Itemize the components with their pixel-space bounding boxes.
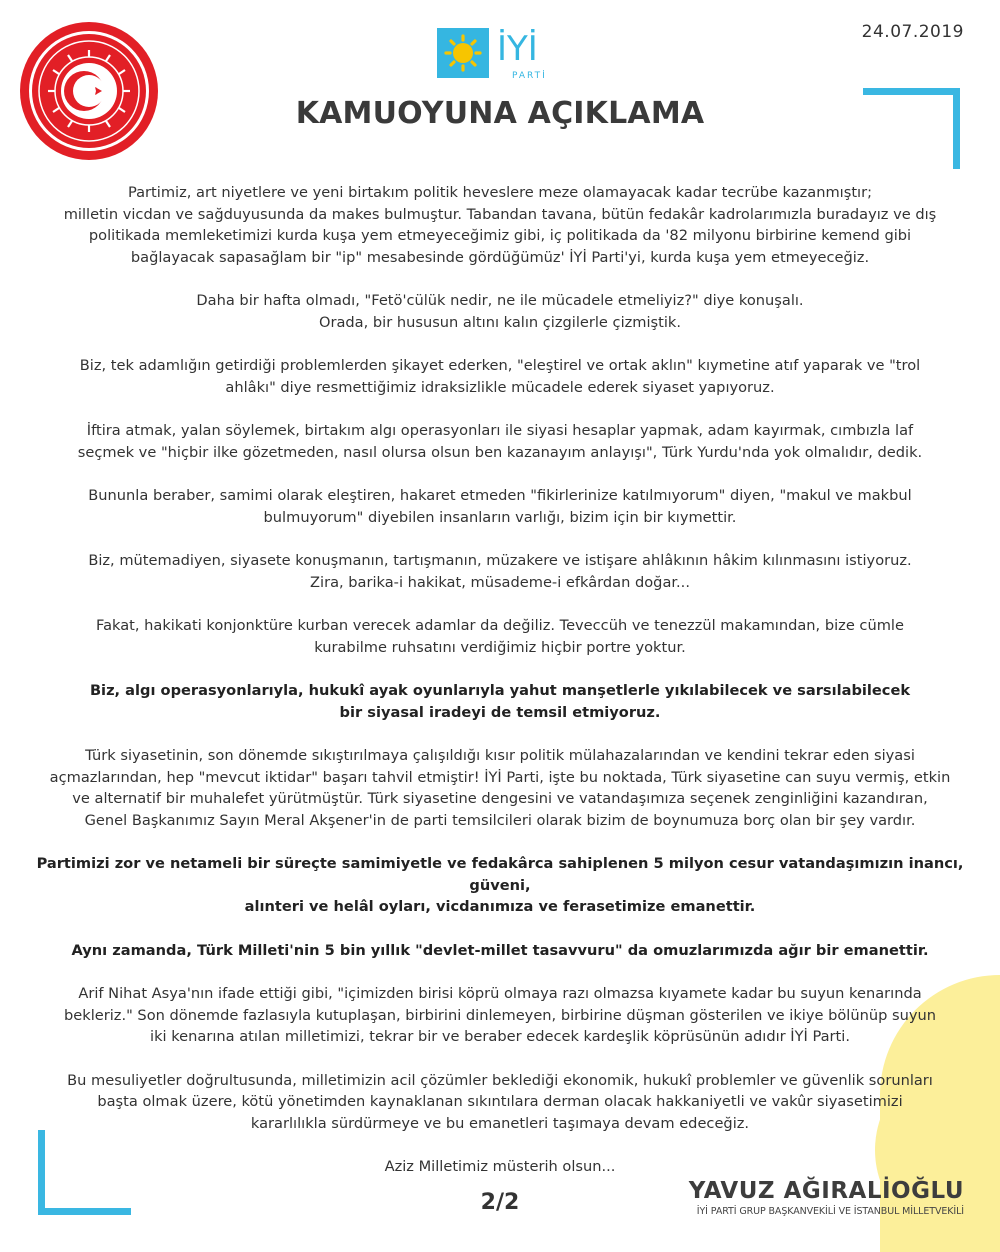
statement-paragraph: [10, 182, 990, 268]
party-logo-name: İYİ: [497, 29, 538, 69]
paragraph-line: ve alternatif bir muhalefet yürütmüştür. Türk siyasetine dengesini ve vatandaşımıza seçenek zenginliğini kazandıran,: [72, 790, 928, 807]
statement-paragraph: [10, 940, 990, 962]
paragraph-line: Zira, barika-i hakikat, müsademe-i efkârdan doğar...: [310, 573, 690, 591]
paragraph-line: ahlâkı" diye resmettiğimiz idraksizlikle mücadele ederek siyaset yapıyoruz.: [225, 378, 775, 396]
paragraph-line: bağlayacak sapasağlam bir "ip" mesabesinde gördüğümüz' İYİ Parti'yi, kurda kuşa yem etmeyeceğiz.: [130, 248, 870, 266]
party-logo-subtitle: PARTİ: [512, 71, 547, 81]
paragraph-line: milletin vicdan ve sağduyusunda da makes bulmuştur. Tabandan tavana, bütün fedakâr kadrolarımızla buradayız ve dış: [63, 205, 937, 223]
paragraph-line: açmazlarından, hep "mevcut iktidar" başarı tahvil etmiştir! İYİ Parti, işte bu noktada, Türk siyasetine can suyu vermiş, etkin: [49, 768, 951, 786]
paragraph-line: Partimiz, art niyetlere ve yeni birtakım politik heveslere meze olamayacak kadar tecrübe kazanmıştır;: [127, 184, 873, 201]
statement-paragraph: [10, 550, 990, 593]
sun-logo-icon: [437, 22, 563, 84]
statement-paragraph: [10, 290, 990, 333]
signature-block: [689, 1178, 964, 1217]
paragraph-line: seçmek ve "hiçbir ilke gözetmeden, nasıl olursa olsun ben kazanayım anlayışı", Türk Yurdu'nda yok olmalıdır, dedik.: [77, 443, 923, 461]
page-title: KAMUOYUNA AÇIKLAMA: [295, 96, 705, 131]
paragraph-line: Aziz Milletimiz müsterih olsun...: [384, 1158, 616, 1175]
page-number: 2/2: [480, 1190, 520, 1215]
statement-paragraph: [10, 983, 990, 1048]
statement-paragraph: [10, 680, 990, 723]
paragraph-line: bir siyasal iradeyi de temsil etmiyoruz.: [339, 703, 661, 721]
paragraph-line: kurabilme ruhsatını verdiğimiz hiçbir portre yoktur.: [314, 638, 686, 656]
tbmm-logo-icon: [18, 20, 160, 162]
paragraph-line: iki kenarına atılan milletimizi, tekrar bir ve beraber edecek kardeşlik köprüsünün adıdır İYİ Parti.: [150, 1028, 850, 1045]
paragraph-line: Fakat, hakikati konjonktüre kurban verecek adamlar da değiliz. Teveccüh ve tenezzül makamından, bize cümle: [96, 617, 904, 634]
statement-paragraph: [10, 485, 990, 528]
signature-title: İYİ PARTİ GRUP BAŞKANVEKİLİ VE İSTANBUL MİLLETVEKİLİ: [696, 1206, 964, 1217]
statement-paragraph: [10, 1070, 990, 1135]
statement-paragraph: [10, 853, 990, 918]
paragraph-line: Biz, mütemadiyen, siyasete konuşmanın, tartışmanın, müzakere ve istişare ahlâkının hâkim kılınmasını istiyoruz.: [88, 552, 912, 569]
corner-decoration-top-right: [863, 88, 960, 169]
paragraph-line: politikada memleketimizi kurda kuşa yem etmeyeceğimiz gibi, iç politikada da '82 milyonu birbirine kemend gibi: [88, 227, 912, 244]
signature-name: YAVUZ AĞIRALİOĞLU: [688, 1178, 964, 1204]
paragraph-line: Partimizi zor ve netameli bir süreçte samimiyetle ve fedakârca sahiplenen 5 milyon cesur vatandaşımızın inancı, güveni,: [36, 855, 964, 894]
paragraph-line: Arif Nihat Asya'nın ifade ettiği gibi, "içimizden birisi köprü olmaya razı olmazsa kıyamete kadar bu suyun kenarında: [78, 985, 922, 1002]
paragraph-line: kararlılıkla sürdürmeye ve bu emanetleri taşımaya devam edeceğiz.: [250, 1114, 750, 1132]
paragraph-line: başta olmak üzere, kötü yönetimden kaynaklanan sıkıntılara derman olacak hakkaniyetli ve vakûr siyasetimizi: [97, 1093, 903, 1110]
paragraph-line: alınteri ve helâl oyları, vicdanımıza ve ferasetimize emanettir.: [244, 898, 756, 915]
paragraph-line: Orada, bir hususun altını kalın çizgilerle çizmiştik.: [318, 313, 682, 331]
paragraph-line: Genel Başkanımız Sayın Meral Akşener'in de parti temsilcileri olarak bizim de boynumuza borç olan bir şey vardır.: [84, 811, 916, 829]
paragraph-line: bekleriz." Son dönemde fazlasıyla kutuplaşan, birbirini dinlemeyen, birbirine düşman gösterilen ve ikiye bölünüp suyun: [64, 1006, 936, 1024]
paragraph-line: Biz, algı operasyonlarıyla, hukukî ayak oyunlarıyla yahut manşetlerle yıkılabilecek ve sarsılabilecek: [89, 682, 911, 699]
statement-body: [10, 182, 990, 1200]
statement-date: 24.07.2019: [861, 22, 964, 42]
paragraph-line: Türk siyasetinin, son dönemde sıkıştırılmaya çalışıldığı kısır politik mülahazalarından ve kendini tekrar eden siyasi: [85, 747, 915, 764]
paragraph-line: Bu mesuliyetler doğrultusunda, milletimizin acil çözümler beklediği ekonomik, hukukî problemler ve güvenlik sorunları: [67, 1071, 933, 1089]
paragraph-line: Biz, tek adamlığın getirdiği problemlerden şikayet ederken, "eleştirel ve ortak aklın" kıymetine atıf yaparak ve "trol: [79, 357, 921, 374]
statement-paragraph: [10, 420, 990, 463]
paragraph-line: Bununla beraber, samimi olarak eleştiren, hakaret etmeden "fikirlerinize katılmıyorum" diyen, "makul ve makbul: [88, 487, 912, 504]
iyi-parti-logo: [437, 22, 563, 84]
statement-paragraph: [10, 615, 990, 658]
paragraph-line: Daha bir hafta olmadı, "Fetö'cülük nedir, ne ile mücadele etmeliyiz?" diye konuşalı.: [196, 292, 804, 309]
paragraph-line: İftira atmak, yalan söylemek, birtakım algı operasyonları ile siyasi hesaplar yapmak, adam kayırmak, cımbızla laf: [86, 422, 914, 439]
statement-paragraph: [10, 1156, 990, 1178]
statement-paragraph: [10, 355, 990, 398]
paragraph-line: bulmuyorum" diyebilen insanların varlığı, bizim için bir kıymettir.: [263, 508, 737, 526]
paragraph-line: Aynı zamanda, Türk Milleti'nin 5 bin yıllık "devlet-millet tasavvuru" da omuzlarımızda ağır bir emanettir.: [71, 941, 929, 959]
statement-paragraph: [10, 745, 990, 831]
